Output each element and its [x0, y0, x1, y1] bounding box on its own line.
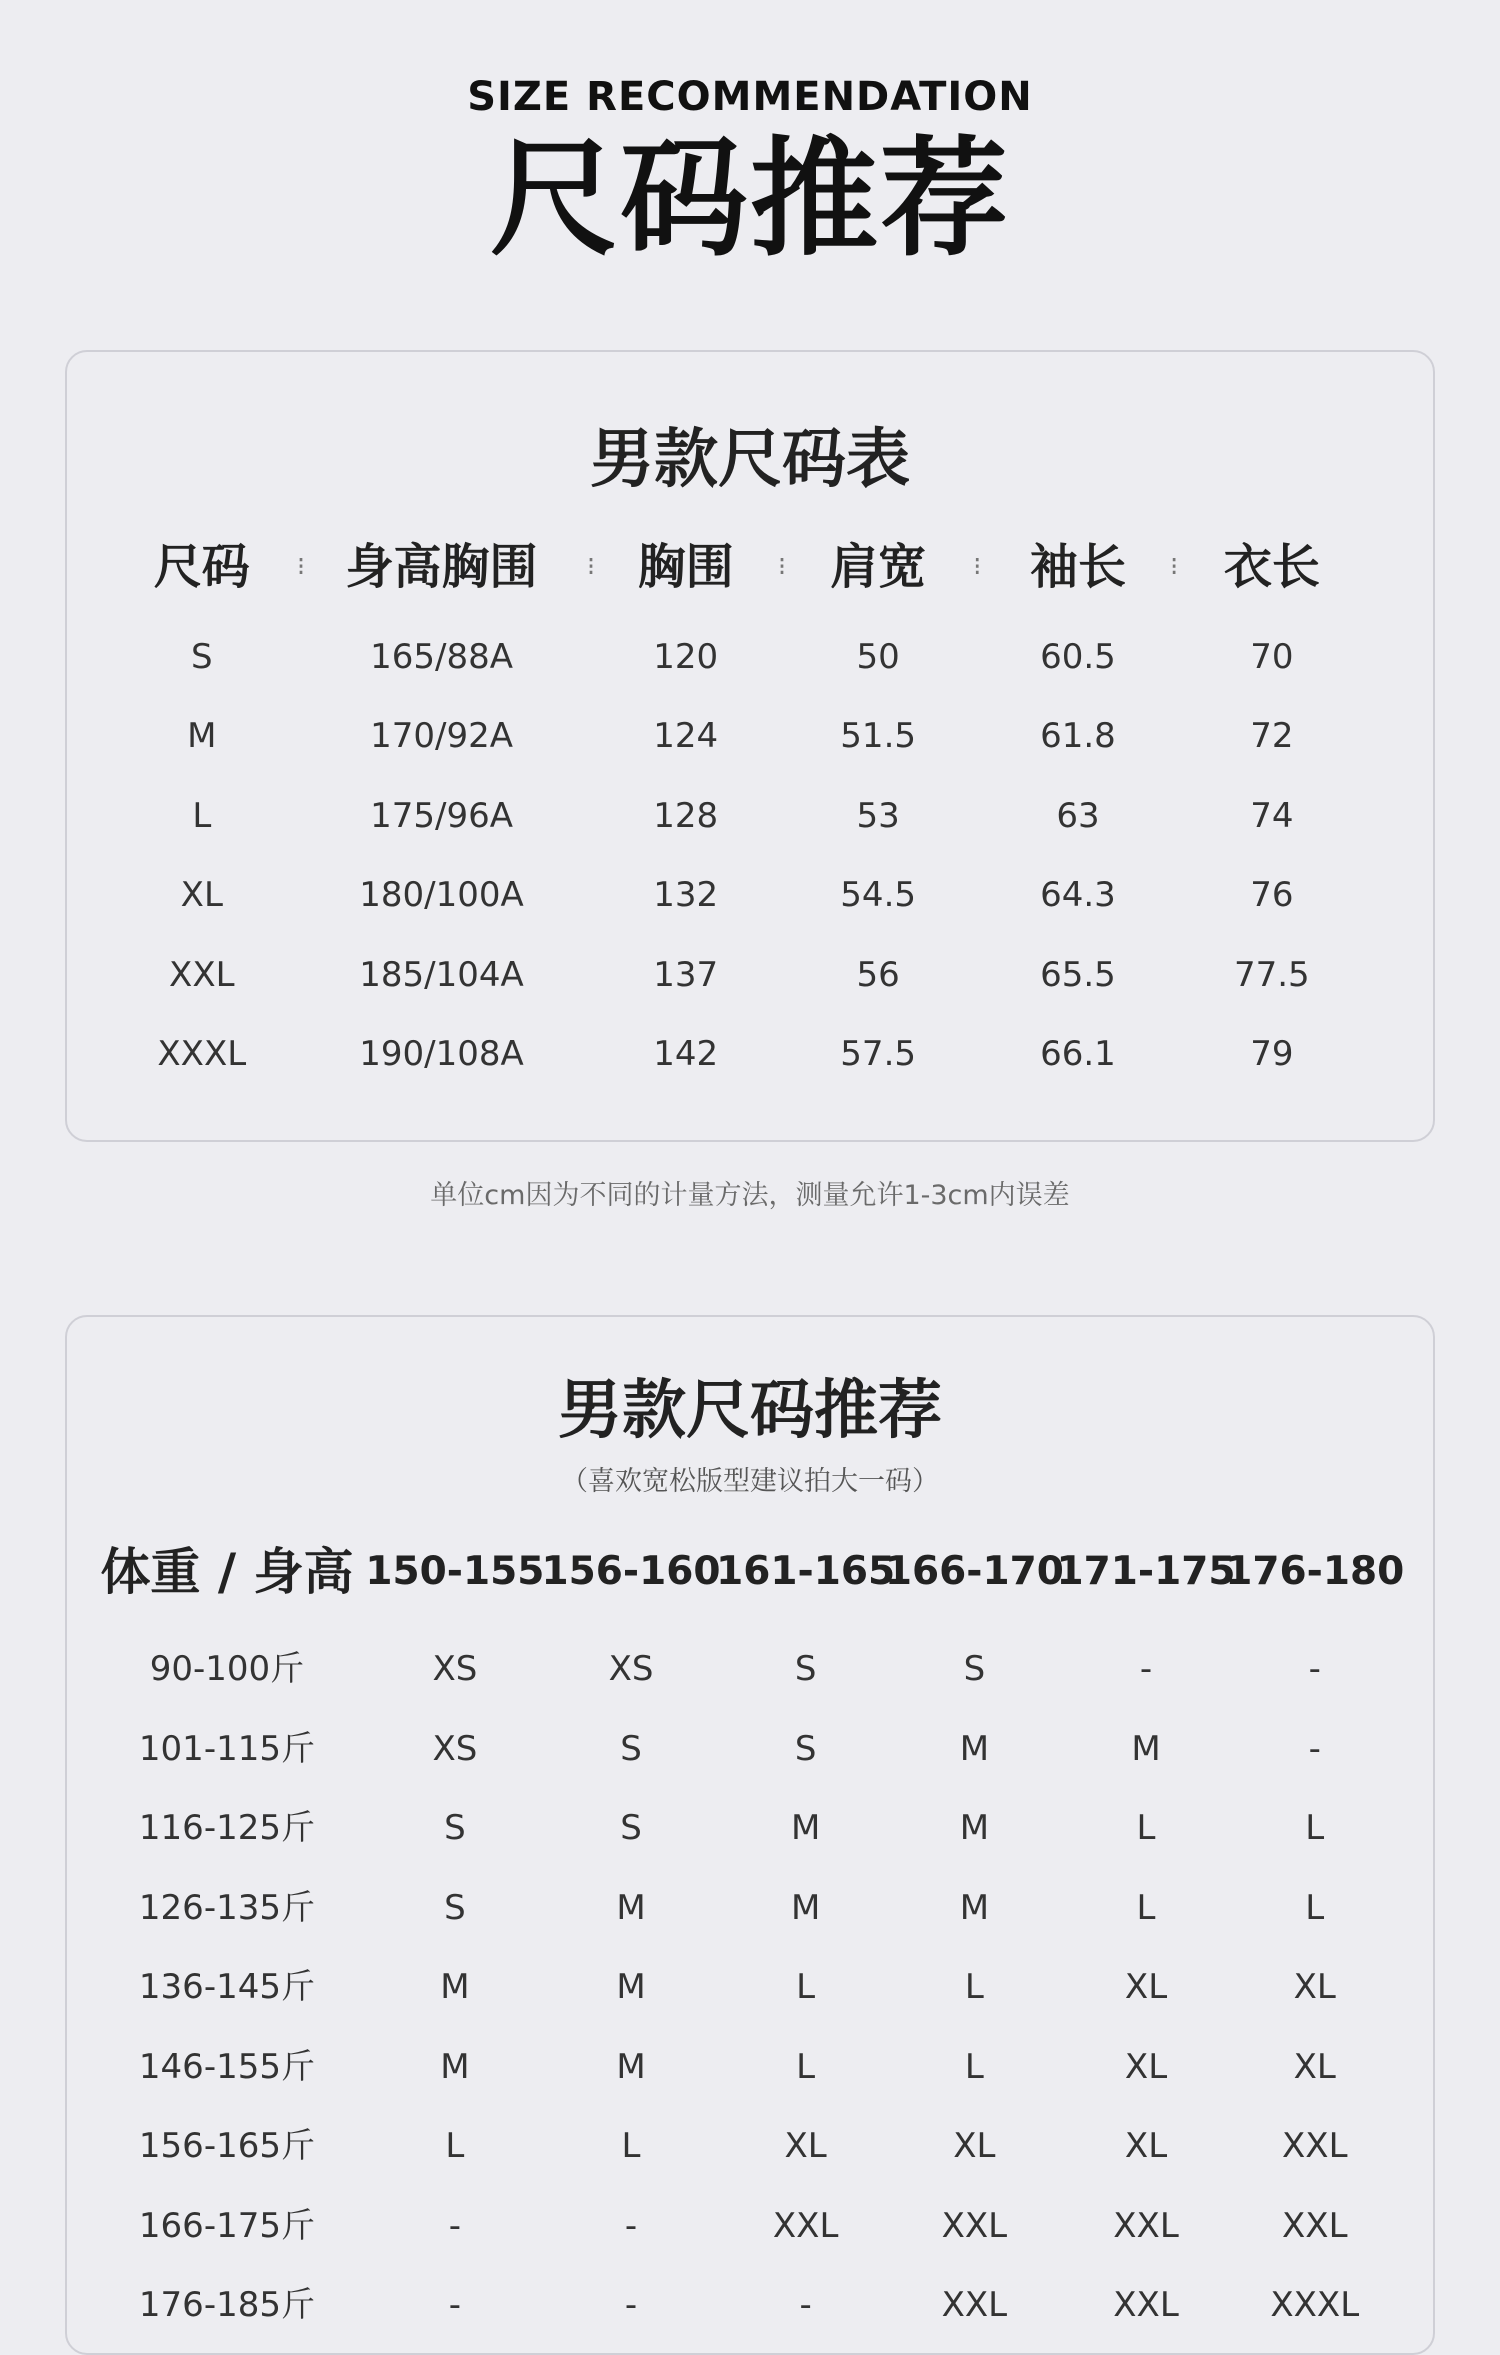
recommended-size-cell: L: [1136, 1887, 1156, 1928]
size-chart-cell: 74: [1250, 795, 1294, 836]
size-chart-cell: 175/96A: [370, 795, 513, 836]
size-chart-column-header: 衣长: [1223, 539, 1320, 595]
size-chart-cell: XXXL: [157, 1034, 247, 1074]
measurement-note: 单位cm因为不同的计量方法，测量允许1-3cm内误差: [430, 1180, 1070, 1211]
recommended-size-cell: M: [440, 2046, 470, 2087]
size-chart-cell: 72: [1250, 716, 1294, 757]
recommended-size-cell: M: [790, 1808, 821, 1848]
recommendation-subtitle: （喜欢宽松版型建议拍大一码）: [561, 1466, 939, 1497]
recommended-size-cell: XXXL: [1270, 2285, 1360, 2325]
recommended-size-cell: XL: [1293, 1967, 1336, 2007]
weight-range-cell: 136-145斤: [138, 1967, 315, 2007]
weight-range-cell: 146-155斤: [138, 2046, 315, 2087]
size-chart-cell: 190/108A: [359, 1034, 524, 1074]
recommendation-row: [67, 2275, 1433, 2335]
size-chart-cell: 132: [653, 875, 719, 916]
recommended-size-cell: M: [616, 2046, 646, 2087]
size-chart-cell: 170/92A: [370, 716, 513, 757]
size-chart-cell: 50: [856, 637, 900, 677]
recommended-size-cell: M: [959, 1728, 990, 1769]
recommended-size-cell: XXL: [1113, 2205, 1179, 2246]
size-chart-row: [67, 627, 1433, 687]
size-chart-cell: 165/88A: [370, 637, 513, 677]
recommended-size-cell: S: [794, 1649, 817, 1689]
recommendation-row: [67, 1639, 1433, 1699]
recommended-size-cell: XXL: [941, 2285, 1008, 2325]
size-chart-column-header: 肩宽: [830, 539, 927, 595]
recommended-size-cell: XL: [1293, 2046, 1336, 2087]
recommended-size-cell: M: [440, 1967, 470, 2007]
recommended-size-cell: XL: [1124, 1967, 1168, 2007]
size-chart-cell: XXL: [169, 954, 235, 995]
size-chart-cell: 120: [653, 637, 719, 677]
height-range-header: 156-160: [541, 1549, 721, 1594]
page-title-chinese: 尺码推荐: [489, 125, 1010, 274]
size-chart-column-header: 袖长: [1029, 539, 1126, 595]
recommended-size-cell: -: [448, 2285, 462, 2325]
recommendation-row: [67, 1719, 1433, 1779]
recommended-size-cell: XS: [608, 1649, 654, 1689]
size-chart-cell: 76: [1250, 875, 1294, 916]
recommended-size-cell: -: [448, 2205, 462, 2246]
recommended-size-cell: S: [963, 1649, 986, 1689]
weight-range-cell: 176-185斤: [138, 2285, 315, 2325]
recommended-size-cell: M: [959, 1808, 990, 1848]
size-chart-column-header: 胸围: [637, 539, 734, 595]
recommended-size-cell: M: [616, 1887, 646, 1928]
size-chart-cell: 57.5: [840, 1034, 917, 1074]
size-recommendation-card: [65, 1315, 1435, 2355]
size-chart-row: [67, 865, 1433, 925]
size-chart-row: [67, 945, 1433, 1005]
recommended-size-cell: -: [1308, 1649, 1321, 1689]
size-chart-cell: 70: [1250, 637, 1294, 677]
recommended-size-cell: -: [624, 2285, 638, 2325]
size-chart-header-row: [67, 537, 1433, 597]
recommended-size-cell: XS: [432, 1728, 478, 1769]
size-chart-row: [67, 706, 1433, 766]
recommended-size-cell: L: [445, 2126, 465, 2166]
size-chart-cell: 137: [653, 954, 719, 995]
recommended-size-cell: -: [624, 2205, 638, 2246]
size-chart-cell: 53: [856, 795, 900, 836]
weight-range-cell: 116-125斤: [138, 1808, 315, 1848]
size-chart-cell: 65.5: [1040, 954, 1116, 995]
weight-range-cell: 90-100斤: [149, 1649, 305, 1689]
recommended-size-cell: XXL: [772, 2205, 839, 2246]
size-chart-cell: 56: [856, 954, 900, 995]
recommended-size-cell: M: [1131, 1728, 1161, 1769]
column-separator: ⁝: [777, 552, 787, 582]
recommendation-header-row: [67, 1542, 1433, 1602]
size-chart-cell: 79: [1250, 1034, 1294, 1074]
recommended-size-cell: L: [796, 2046, 816, 2087]
recommended-size-cell: L: [1305, 1808, 1325, 1848]
size-chart-column-header: 尺码: [153, 539, 250, 595]
recommendation-row: [67, 2116, 1433, 2176]
size-chart-cell: S: [191, 637, 213, 677]
size-chart-cell: 66.1: [1040, 1034, 1116, 1074]
size-chart-cell: 63: [1056, 795, 1100, 836]
size-chart-cell: 64.3: [1040, 875, 1116, 916]
recommendation-row: [67, 1878, 1433, 1938]
recommended-size-cell: -: [1139, 1649, 1153, 1689]
recommended-size-cell: -: [799, 2285, 812, 2325]
recommended-size-cell: -: [1308, 1728, 1321, 1769]
height-range-header: 171-175: [1056, 1549, 1236, 1594]
recommended-size-cell: XXL: [1281, 2126, 1348, 2166]
size-chart-cell: 54.5: [840, 875, 917, 916]
recommended-size-cell: XL: [953, 2126, 996, 2166]
recommended-size-cell: L: [621, 2126, 641, 2166]
weight-range-cell: 101-115斤: [138, 1728, 315, 1769]
weight-range-cell: 166-175斤: [138, 2205, 315, 2246]
recommended-size-cell: XL: [784, 2126, 827, 2166]
size-chart-cell: M: [187, 716, 217, 757]
size-chart-cell: 124: [653, 716, 719, 757]
weight-range-cell: 126-135斤: [138, 1887, 315, 1928]
recommendation-row: [67, 2196, 1433, 2256]
height-range-header: 166-170: [884, 1549, 1064, 1594]
size-chart-row: [67, 786, 1433, 846]
size-chart-cell: 61.8: [1040, 716, 1116, 757]
recommended-size-cell: L: [964, 2046, 984, 2087]
page-header: [0, 72, 1500, 274]
size-chart-cell: XL: [180, 875, 223, 916]
recommended-size-cell: M: [790, 1887, 821, 1928]
recommended-size-cell: M: [616, 1967, 646, 2007]
recommended-size-cell: L: [796, 1967, 816, 2007]
recommended-size-cell: S: [620, 1808, 642, 1848]
size-chart-card: [65, 350, 1435, 1142]
recommended-size-cell: S: [444, 1808, 466, 1848]
size-chart-cell: 185/104A: [359, 954, 524, 995]
recommended-size-cell: L: [1136, 1808, 1156, 1848]
weight-range-cell: 156-165斤: [138, 2126, 315, 2166]
recommended-size-cell: XS: [432, 1649, 478, 1689]
size-chart-cell: 51.5: [840, 716, 917, 757]
height-range-header: 176-180: [1225, 1549, 1405, 1594]
size-chart-column-header: 身高胸围: [345, 539, 538, 595]
recommended-size-cell: XL: [1124, 2046, 1168, 2087]
size-chart-cell: 142: [653, 1034, 719, 1074]
size-chart-cell: 128: [653, 795, 719, 836]
size-chart-cell: 180/100A: [359, 875, 524, 916]
recommendation-row: [67, 2037, 1433, 2097]
recommended-size-cell: L: [964, 1967, 984, 2007]
size-chart-cell: 77.5: [1233, 954, 1310, 995]
size-chart-row: [67, 1024, 1433, 1084]
size-chart-cell: 60.5: [1040, 637, 1116, 677]
column-separator: ⁝: [1170, 552, 1179, 582]
recommendation-row: [67, 1798, 1433, 1858]
recommended-size-cell: L: [1305, 1887, 1325, 1928]
recommended-size-cell: S: [620, 1728, 642, 1769]
recommendation-title: 男款尺码推荐: [558, 1374, 942, 1448]
recommended-size-cell: XL: [1124, 2126, 1168, 2166]
recommended-size-cell: S: [794, 1728, 817, 1769]
column-separator: ⁝: [973, 552, 982, 582]
recommended-size-cell: M: [959, 1887, 990, 1928]
recommended-size-cell: S: [444, 1887, 466, 1928]
height-range-header: 161-165: [716, 1549, 896, 1594]
column-separator: ⁝: [586, 552, 596, 582]
recommended-size-cell: XXL: [1113, 2285, 1179, 2325]
recommendation-row: [67, 1957, 1433, 2017]
size-chart-title: 男款尺码表: [590, 423, 910, 497]
column-separator: ⁝: [296, 552, 306, 582]
height-range-header: 150-155: [365, 1549, 545, 1594]
recommended-size-cell: XXL: [941, 2205, 1008, 2246]
page-title-english: SIZE RECOMMENDATION: [467, 74, 1033, 120]
recommended-size-cell: XXL: [1281, 2205, 1348, 2246]
size-chart-cell: L: [192, 795, 212, 836]
weight-height-header: 体重 / 身高: [100, 1543, 354, 1601]
